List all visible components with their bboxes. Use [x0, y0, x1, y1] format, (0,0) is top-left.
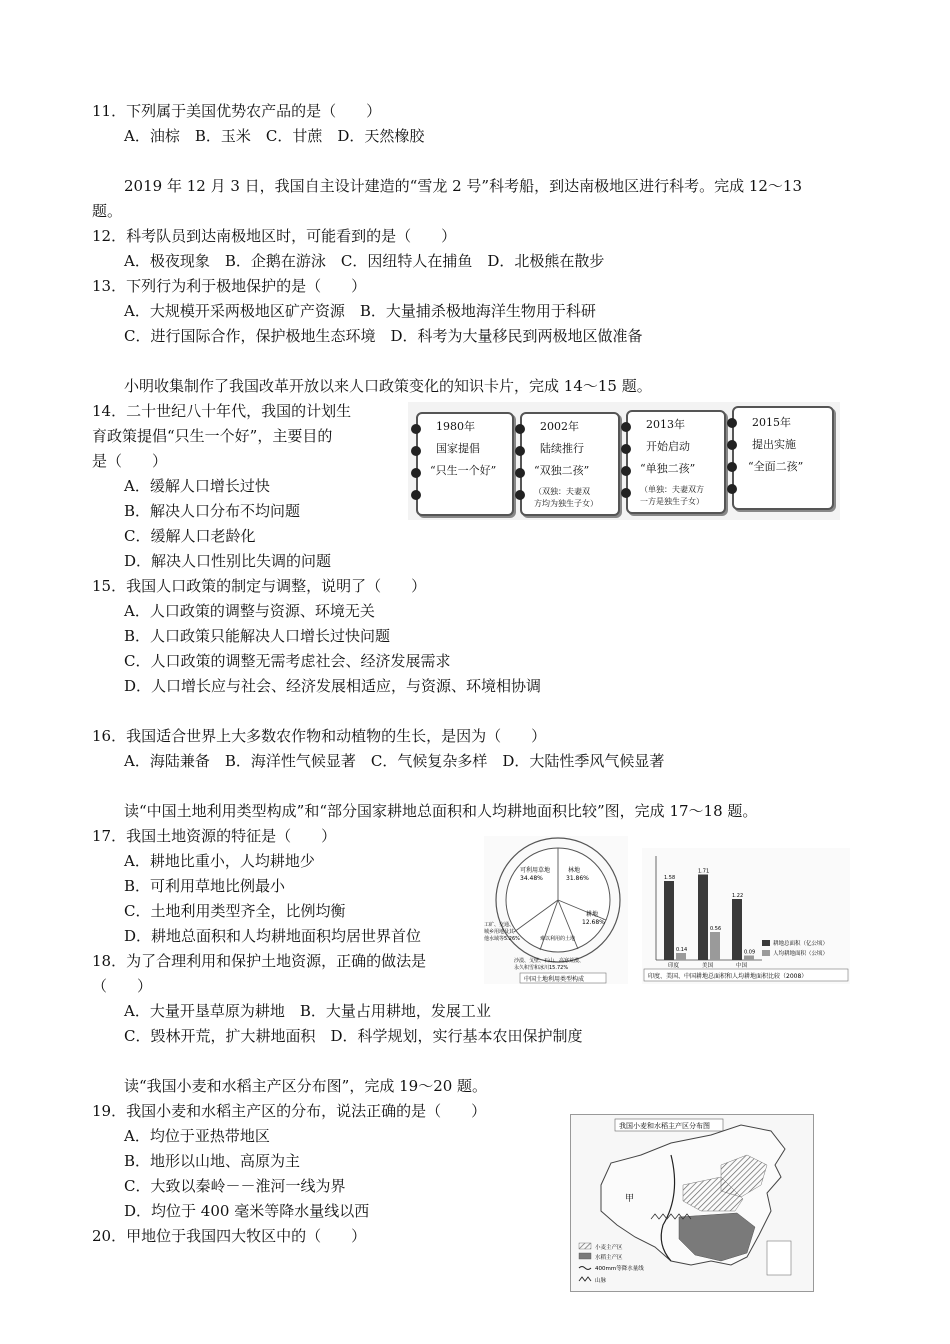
bar-value-label: 0.14: [676, 947, 688, 953]
legend-swatch-percap: [762, 950, 770, 956]
card-year: 2002年: [540, 420, 579, 433]
q12-options: A．极夜现象 B．企鹅在游泳 C．因纽特人在捕鱼 D．北极熊在散步: [124, 252, 605, 270]
pie-value-forest: 31.86%: [566, 875, 589, 882]
policy-card-2002: [520, 412, 620, 516]
passage-12-13-cont: 题。: [92, 202, 123, 220]
legend-swatch-mountain: [579, 1277, 591, 1281]
farmland-bar-chart: [642, 848, 850, 984]
land-use-pie: [484, 836, 628, 984]
legend-swatch-total: [762, 940, 770, 946]
binder-ring-icon: [727, 462, 737, 472]
bar-caption: 印度、美国、中国耕地总面积和人均耕地面积比较（2008）: [648, 973, 808, 980]
q19-stem: 19．我国小麦和水稻主产区的分布，说法正确的是（ ）: [92, 1102, 487, 1120]
bar-total-2: [732, 899, 742, 960]
binder-ring-icon: [411, 446, 421, 456]
x-tick-label: 美国: [702, 963, 714, 969]
card-year: 2013年: [646, 418, 685, 431]
binder-ring-icon: [727, 418, 737, 428]
pie-value-farm: 12.68%: [582, 919, 605, 926]
q14-stem-1: 14．二十世纪八十年代，我国的计划生: [92, 402, 352, 420]
card-note-2: 一方是独生子女）: [640, 497, 704, 506]
q14-option-b: B．解决人口分布不均问题: [124, 502, 301, 520]
pie-value-desert: 永久积雪和冰川15.72%: [514, 965, 569, 971]
pie-label-city-2: 城乡用地及其: [484, 929, 515, 935]
pie-label-city: 工矿、交通、: [484, 922, 515, 928]
q14-option-a: A．缓解人口增长过快: [124, 477, 270, 495]
legend-label-wheat: 小麦主产区: [595, 1245, 623, 1251]
q14-stem-2: 育政策提倡“只生一个好”，主要目的: [92, 427, 333, 445]
card-line-1: 提出实施: [752, 438, 796, 451]
map-label-jia: 甲: [625, 1194, 635, 1204]
pie-value-grass: 34.48%: [520, 875, 543, 882]
card-year: 1980年: [436, 420, 475, 433]
binder-ring-icon: [411, 490, 421, 500]
legend-swatch-line: [579, 1267, 591, 1270]
q16-stem: 16．我国适合世界上大多数农作物和动植物的生长，是因为（ ）: [92, 727, 547, 745]
card-line-1: 陆续推行: [540, 442, 584, 455]
q18-stem-1: 18．为了合理利用和保护土地资源，正确的做法是: [92, 952, 427, 970]
bar-percap-1: [710, 932, 720, 960]
passage-14-15: 小明收集制作了我国改革开放以来人口政策变化的知识卡片，完成 14～15 题。: [124, 377, 652, 395]
pie-label-farm: 耕地: [586, 911, 599, 918]
binder-ring-icon: [515, 424, 525, 434]
q14-stem-3: 是（ ）: [92, 452, 168, 470]
q14-option-c: C．缓解人口老龄化: [124, 527, 256, 545]
q11-options: A．油棕 B．玉米 C．甘蔗 D．天然橡胶: [124, 127, 425, 145]
farmland-bar-figure: [642, 848, 850, 984]
q19-option-a: A．均位于亚热带地区: [124, 1127, 270, 1145]
legend-label-percap: 人均耕地面积（公顷）: [773, 951, 829, 957]
pie-caption: 中国土地利用类型构成: [524, 976, 585, 983]
card-line-2: “全面二孩”: [748, 460, 804, 473]
legend-label-rice: 水稻主产区: [595, 1255, 623, 1261]
bar-value-label: 1.22: [732, 893, 744, 899]
q19-option-b: B．地形以山地、高原为主: [124, 1152, 301, 1170]
q19-option-d: D．均位于 400 毫米等降水量线以西: [124, 1202, 370, 1220]
card-note-1: （单独：夫妻双方: [640, 485, 704, 494]
q20-stem: 20．甲地位于我国四大牧区中的（ ）: [92, 1227, 367, 1245]
legend-label-mountain: 山脉: [595, 1278, 607, 1284]
passage-19-20: 读“我国小麦和水稻主产区分布图”，完成 19～20 题。: [124, 1077, 488, 1095]
legend-swatch-wheat: [579, 1243, 591, 1249]
q18-options-2: C．毁林开荒，扩大耕地面积 D．科学规划，实行基本农田保护制度: [124, 1027, 583, 1045]
q15-option-b: B．人口政策只能解决人口增长过快问题: [124, 627, 391, 645]
pie-value-city: 他水域等5.26%: [484, 936, 520, 942]
bar-value-label: 1.58: [664, 875, 676, 881]
card-line-1: 国家提倡: [436, 442, 480, 455]
policy-card-2015: [732, 406, 834, 510]
binder-ring-icon: [515, 490, 525, 500]
q15-option-c: C．人口政策的调整无需考虑社会、经济发展需求: [124, 652, 451, 670]
q15-option-d: D．人口增长应与社会、经济发展相适应，与资源、环境相协调: [124, 677, 542, 695]
q18-options-1: A．大量开垦草原为耕地 B．大量占用耕地，发展工业: [124, 1002, 491, 1020]
binder-ring-icon: [411, 424, 421, 434]
q15-option-a: A．人口政策的调整与资源、环境无关: [124, 602, 375, 620]
q12-stem: 12．科考队员到达南极地区时，可能看到的是（ ）: [92, 227, 457, 245]
binder-ring-icon: [621, 444, 631, 454]
q17-option-c: C．土地利用类型齐全，比例均衡: [124, 902, 346, 920]
binder-ring-icon: [411, 468, 421, 478]
card-note-1: （双独：夫妻双: [534, 487, 590, 496]
q13-stem: 13．下列行为利于极地保护的是（ ）: [92, 277, 367, 295]
map-title: 我国小麦和水稻主产区分布图: [619, 1122, 710, 1130]
q13-options-1: A．大规模开采两极地区矿产资源 B．大量捕杀极地海洋生物用于科研: [124, 302, 596, 320]
pie-label-grass: 可利用草地: [520, 867, 551, 874]
q13-options-2: C．进行国际合作，保护极地生态环境 D．科考为大量移民到两极地区做准备: [124, 327, 643, 345]
policy-card-2013: [626, 410, 726, 514]
q19-option-c: C．大致以秦岭－－淮河一线为界: [124, 1177, 346, 1195]
q17-stem: 17．我国土地资源的特征是（ ）: [92, 827, 337, 845]
q14-option-d: D．解决人口性别比失调的问题: [124, 552, 332, 570]
q16-options: A．海陆兼备 B．海洋性气候显著 C．气候复杂多样 D．大陆性季风气候显著: [124, 752, 665, 770]
passage-12-13: 2019 年 12 月 3 日，我国自主设计建造的“雪龙 2 号”科考船，到达南极地区进行科考。完成 12～13: [124, 177, 803, 195]
card-line-2: “单独二孩”: [640, 462, 696, 475]
bar-percap-2: [744, 956, 754, 961]
land-use-pie-figure: [484, 836, 628, 984]
q11-stem: 11．下列属于美国优势农产品的是（ ）: [92, 102, 382, 120]
binder-ring-icon: [621, 466, 631, 476]
q17-option-a: A．耕地比重小，人均耕地少: [124, 852, 315, 870]
bar-value-label: 0.56: [710, 926, 722, 932]
binder-ring-icon: [727, 484, 737, 494]
q17-option-d: D．耕地总面积和人均耕地面积均居世界首位: [124, 927, 422, 945]
card-note-2: 方均为独生子女）: [534, 499, 598, 508]
pie-label-desert: 沙漠、戈壁、石山、高寒荒漠、: [514, 958, 585, 964]
policy-cards-figure: [408, 402, 840, 520]
passage-17-18: 读“中国土地利用类型构成”和“部分国家耕地总面积和人均耕地面积比较”图，完成 17～18 题。: [124, 802, 758, 820]
bar-percap-0: [676, 953, 686, 960]
q15-stem: 15．我国人口政策的制定与调整，说明了（ ）: [92, 577, 427, 595]
wheat-rice-map-figure: [570, 1114, 814, 1292]
card-line-2: “双独二孩”: [534, 464, 590, 477]
legend-swatch-rice: [579, 1253, 591, 1259]
x-tick-label: 中国: [736, 963, 748, 969]
x-tick-label: 印度: [668, 963, 680, 969]
china-map: [571, 1115, 813, 1291]
south-sea-inset: [767, 1241, 791, 1275]
legend-label-total: 耕地总面积（亿公顷）: [773, 941, 829, 947]
pie-label-hard: 难以利用的土地: [540, 936, 576, 942]
policy-card-1980: [416, 412, 514, 516]
card-line-2: “只生一个好”: [430, 464, 497, 477]
legend-label-line: 400mm等降水量线: [595, 1266, 644, 1272]
binder-ring-icon: [515, 446, 525, 456]
card-year: 2015年: [752, 416, 791, 429]
q18-stem-2: （ ）: [92, 977, 153, 995]
q17-option-b: B．可利用草地比例最小: [124, 877, 286, 895]
pie-label-forest: 林地: [568, 867, 581, 874]
card-line-1: 开始启动: [646, 440, 690, 453]
bar-total-1: [698, 875, 708, 961]
bar-total-0: [664, 881, 674, 960]
bar-value-label: 0.09: [744, 949, 756, 956]
binder-ring-icon: [727, 440, 737, 450]
bar-value-label: 1.71: [698, 868, 710, 875]
binder-ring-icon: [621, 422, 631, 432]
binder-ring-icon: [621, 488, 631, 498]
binder-ring-icon: [515, 468, 525, 478]
